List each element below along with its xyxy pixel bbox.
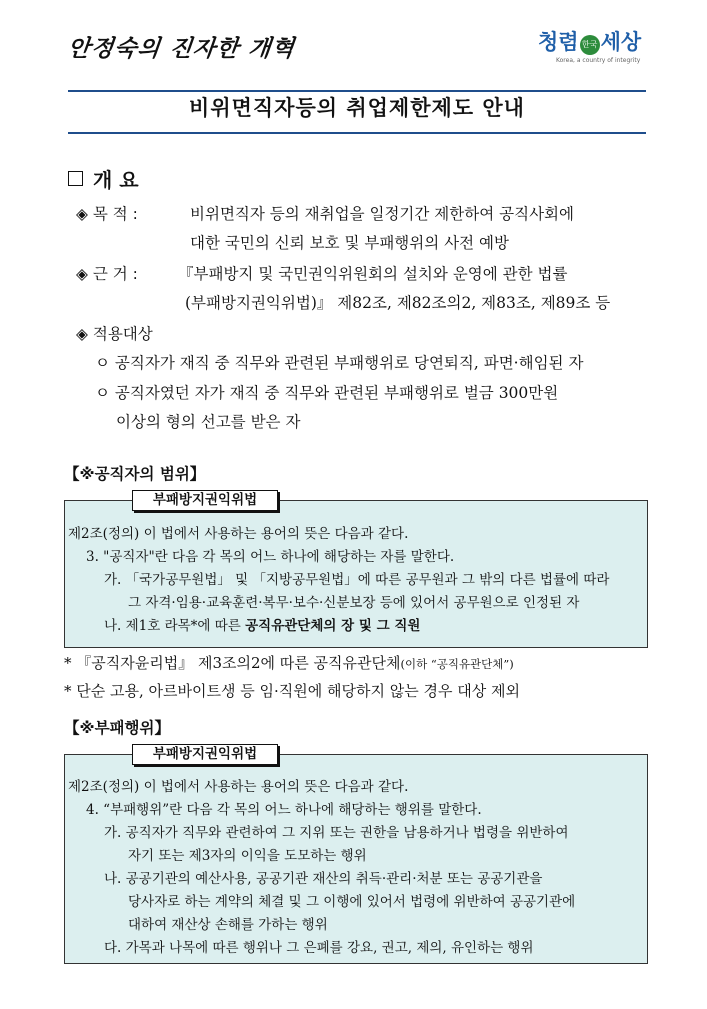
purpose-line1: 비위면직자 등의 재취업을 일정기간 제한하여 공직사회에 <box>190 205 574 223</box>
law-line: 제2조(정의) 이 법에서 사용하는 용어의 뜻은 다음과 같다. <box>68 779 409 795</box>
logo-text-b: 세상 <box>600 30 642 54</box>
logo-subtitle: Korea, a country of integrity <box>556 57 641 64</box>
law-line: 제2조(정의) 이 법에서 사용하는 용어의 뜻은 다음과 같다. <box>68 526 409 542</box>
law-line: 가. 「국가공무원법」 및 「지방공무원법」에 따른 공무원과 그 밖의 다른 법률에 따라 <box>104 572 610 588</box>
checkbox-square-icon <box>68 171 83 186</box>
purpose-line2: 대한 국민의 신뢰 보호 및 부패행위의 사전 예방 <box>190 234 509 252</box>
integrity-logo <box>538 26 658 74</box>
basis-label: ◈ 근 거 : <box>76 265 138 283</box>
basis-line1: 『부패방지 및 국민권익위원회의 설치와 운영에 관한 법률 <box>178 265 568 283</box>
footnote-public-org: * 『공직자윤리법』 제3조의2에 따른 공직유관단체(이하 “공직유관단체”) <box>64 654 514 672</box>
scope-label: ◈ 적용대상 <box>76 325 153 343</box>
page-title: 비위면직자등의 취업제한제도 안내 <box>189 96 525 120</box>
logo-badge-icon: 한국 <box>580 35 600 55</box>
footnote-exclusion: * 단순 고용, 아르바이트생 등 임·직원에 해당하지 않는 경우 대상 제외 <box>64 682 520 700</box>
law-tag: 부패방지권익위법 <box>132 744 278 765</box>
purpose-label: ◈ 목 적 : <box>76 205 138 223</box>
overview-heading: 개 요 <box>68 164 139 193</box>
law-line: 나. 제1호 라목*에 따른 공직유관단체의 장 및 그 직원 <box>104 618 421 634</box>
law-line: 4. “부패행위”란 다음 각 목의 어느 하나에 해당하는 행위를 말한다. <box>86 802 482 818</box>
law-line: 가. 공직자가 직무와 관련하여 그 지위 또는 권한을 남용하거나 법령을 위반하여 <box>104 825 569 841</box>
law-line: 다. 가목과 나목에 따른 행위나 그 은폐를 강요, 권고, 제의, 유인하는 행위 <box>104 940 534 956</box>
logo-text-a: 청렴 <box>538 30 579 54</box>
scope-item-2: ㅇ 공직자였던 자가 재직 중 직무와 관련된 부패행위로 벌금 300만원 <box>95 384 559 402</box>
corruption-heading: 【※부패행위】 <box>64 719 170 737</box>
law-line: 당사자로 하는 계약의 체결 및 그 이행에 있어서 법령에 위반하여 공공기관에 <box>128 894 576 910</box>
law-line: 자기 또는 제3자의 이익을 도모하는 행위 <box>128 848 367 864</box>
law-line: 3. "공직자"란 다음 각 목의 어느 하나에 해당하는 자를 말한다. <box>86 549 455 565</box>
law-line: 대하여 재산상 손해를 가하는 행위 <box>128 917 328 933</box>
header-slogan: 안정숙의 진자한 개혁 <box>66 36 297 62</box>
public-official-heading: 【※공직자의 범위】 <box>64 465 206 483</box>
law-line: 그 자격·임용·교육훈련·복무·보수·신분보장 등에 있어서 공무원으로 인정된 자 <box>128 595 580 611</box>
basis-line2: (부패방지권익위법)』 제82조, 제82조의2, 제83조, 제89조 등 <box>185 294 611 312</box>
law-line: 나. 공공기관의 예산사용, 공공기관 재산의 취득·관리·처분 또는 공공기관을 <box>104 871 543 887</box>
law-tag: 부패방지권익위법 <box>132 490 278 511</box>
scope-item-2-cont: 이상의 형의 선고를 받은 자 <box>116 413 301 431</box>
title-bottom-rule <box>68 132 646 134</box>
scope-item-1: ㅇ 공직자가 재직 중 직무와 관련된 부패행위로 당연퇴직, 파면·해임된 자 <box>95 354 584 372</box>
